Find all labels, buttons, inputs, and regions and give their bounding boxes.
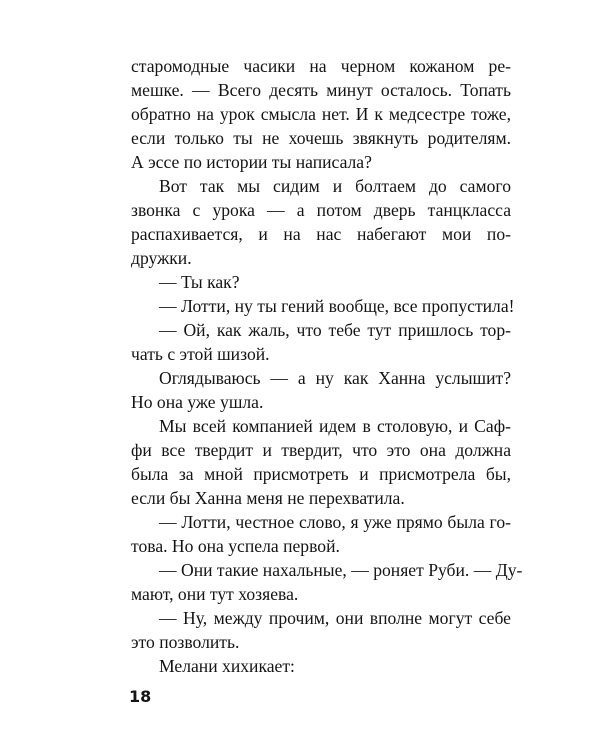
text-line: — Ну, между прочим, они вполне могут себе [159, 608, 511, 628]
text-line: старомодные часики на черном кожаном ре- [131, 56, 511, 76]
text-line: Оглядываюсь — а ну как Ханна услышит? [159, 368, 511, 388]
text-line: распахивается, и на нас набегают мои по- [131, 224, 511, 244]
text-line: А эссе по истории ты написала? [131, 152, 372, 172]
text-line: — Ой, как жаль, что тебе тут пришлось тор- [159, 320, 511, 340]
text-line: если бы Ханна меня не перехватила. [131, 488, 405, 508]
text-line: фи все твердит и твердит, что это она должна [131, 440, 511, 460]
text-line: това. Но она успела первой. [131, 536, 340, 556]
text-line: Вот так мы сидим и болтаем до самого [159, 176, 511, 196]
text-line: мешке. — Всего десять минут осталось. Топать [131, 80, 511, 100]
text-line: Мелани хихикает: [159, 656, 295, 676]
text-line: — Лотти, ну ты гений вообще, все пропустила! [159, 296, 515, 316]
text-line: это позволить. [131, 632, 240, 652]
text-line: Но она уже ушла. [131, 392, 264, 412]
text-line: дружки. [131, 248, 192, 268]
text-line: если только ты не хочешь звякнуть родителям. [131, 128, 511, 148]
page-number: 18 [129, 687, 152, 706]
text-line: Мы всей компанией идем в столовую, и Саф- [159, 416, 511, 436]
text-line: была за мной присмотреть и присмотрела бы, [131, 464, 511, 484]
text-line: обратно на урок смысла нет. И к медсестре тоже, [131, 104, 511, 124]
text-line: — Ты как? [159, 272, 240, 292]
text-line: чать с этой шизой. [131, 344, 270, 364]
text-line: — Лотти, честное слово, я уже прямо была го- [159, 512, 511, 532]
text-line: — Они такие нахальные, — роняет Руби. — Ду- [159, 560, 523, 580]
text-line: звонка с урока — а потом дверь танцкласса [131, 200, 511, 220]
text-line: мают, они тут хозяева. [131, 584, 299, 604]
